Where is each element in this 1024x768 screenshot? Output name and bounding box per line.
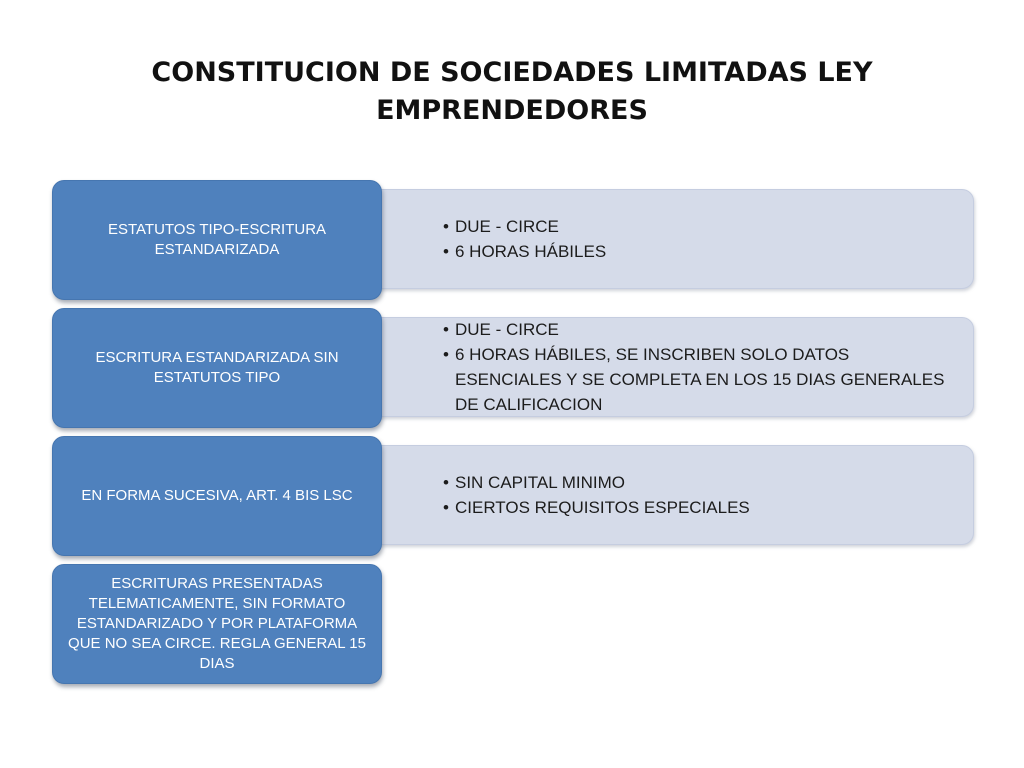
header-box: ESCRITURA ESTANDARIZADA SIN ESTATUTOS TIPO <box>52 308 382 428</box>
row-escritura-sin-estatutos <box>52 308 976 430</box>
row-estatutos-tipo <box>52 180 976 302</box>
row-escrituras-telematicas <box>52 564 976 686</box>
row-forma-sucesiva <box>52 436 976 558</box>
header-box: ESCRITURAS PRESENTADAS TELEMATICAMENTE, SIN FORMATO ESTANDARIZADO Y POR PLATAFORMA QUE NO SEA CIRCE. REGLA GENERAL 15 DIAS <box>52 564 382 684</box>
header-box: EN FORMA SUCESIVA, ART. 4 BIS LSC <box>52 436 382 556</box>
bullet-item: • DUE - CIRCE <box>445 214 951 239</box>
slide-title: CONSTITUCION DE SOCIEDADES LIMITADAS LEY EMPRENDEDORES <box>151 57 873 126</box>
bullet-item: • 6 HORAS HÁBILES <box>445 239 951 264</box>
bullet-list <box>445 470 951 520</box>
bullet-item: • CIERTOS REQUISITOS ESPECIALES <box>445 495 951 520</box>
bullet-item: • SIN CAPITAL MINIMO <box>445 470 951 495</box>
header-box: ESTATUTOS TIPO-ESCRITURA ESTANDARIZADA <box>52 180 382 300</box>
bullet-item: • 6 HORAS HÁBILES, SE INSCRIBEN SOLO DATOS ESENCIALES Y SE COMPLETA EN LOS 15 DIAS GENERALES DE CALIFICACION <box>445 342 951 417</box>
bullet-list <box>445 214 951 264</box>
bullet-list <box>445 317 951 417</box>
detail-box <box>352 445 974 545</box>
detail-box <box>352 317 974 417</box>
detail-box <box>352 189 974 289</box>
bullet-item: • DUE - CIRCE <box>445 317 951 342</box>
